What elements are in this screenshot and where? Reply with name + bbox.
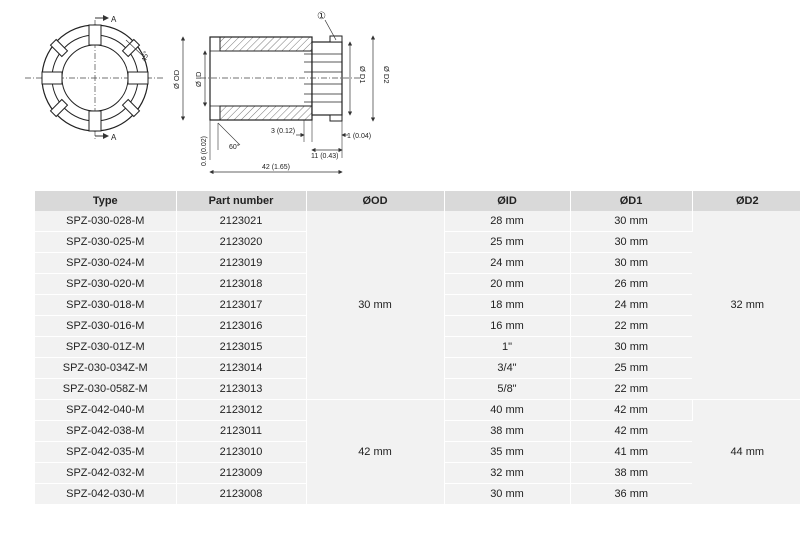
cell-id: 32 mm xyxy=(444,463,570,484)
cell-part-number: 2123020 xyxy=(176,232,306,253)
dim-lip: 1 (0.04) xyxy=(347,133,372,140)
dim-flange: 11 (0.43) xyxy=(311,153,339,160)
cell-d1: 30 mm xyxy=(570,253,692,274)
cell-part-number: 2123016 xyxy=(176,316,306,337)
cell-d1: 22 mm xyxy=(570,316,692,337)
cell-d1: 25 mm xyxy=(570,358,692,379)
cell-type: SPZ-030-034Z-M xyxy=(35,358,176,379)
cell-type: SPZ-030-020-M xyxy=(35,274,176,295)
cell-id: 38 mm xyxy=(444,421,570,442)
technical-drawing xyxy=(0,0,800,190)
header-id: ØID xyxy=(444,191,570,211)
cell-part-number: 2123014 xyxy=(176,358,306,379)
dim-slot: 3 (0.12) xyxy=(271,128,296,135)
cell-type: SPZ-042-040-M xyxy=(35,400,176,421)
dim-chamfer: 0.6 (0.02) xyxy=(201,136,208,166)
cell-type: SPZ-042-030-M xyxy=(35,484,176,505)
cell-part-number: 2123017 xyxy=(176,295,306,316)
cell-d1: 38 mm xyxy=(570,463,692,484)
cell-id: 1" xyxy=(444,337,570,358)
cell-id: 24 mm xyxy=(444,253,570,274)
cell-type: SPZ-030-058Z-M xyxy=(35,379,176,400)
header-d1: ØD1 xyxy=(570,191,692,211)
cell-part-number: 2123018 xyxy=(176,274,306,295)
cell-type: SPZ-030-025-M xyxy=(35,232,176,253)
cell-part-number: 2123019 xyxy=(176,253,306,274)
dim-od: Ø OD xyxy=(172,69,181,89)
cell-type: SPZ-030-016-M xyxy=(35,316,176,337)
cell-d1: 22 mm xyxy=(570,379,692,400)
cell-id: 18 mm xyxy=(444,295,570,316)
cell-part-number: 2123021 xyxy=(176,211,306,232)
dim-angle: 60° xyxy=(229,144,240,151)
cell-od: 30 mm xyxy=(306,211,444,400)
cell-id: 28 mm xyxy=(444,211,570,232)
cell-id: 25 mm xyxy=(444,232,570,253)
dim-d1: Ø D1 xyxy=(358,66,367,84)
cell-type: SPZ-042-032-M xyxy=(35,463,176,484)
header-type: Type xyxy=(35,191,176,211)
cell-type: SPZ-030-01Z-M xyxy=(35,337,176,358)
dim-d2: Ø D2 xyxy=(382,66,391,84)
callout-mark: ① xyxy=(317,11,326,22)
cell-d1: 26 mm xyxy=(570,274,692,295)
cell-part-number: 2123008 xyxy=(176,484,306,505)
cell-type: SPZ-030-024-M xyxy=(35,253,176,274)
cell-part-number: 2123011 xyxy=(176,421,306,442)
cell-type: SPZ-042-038-M xyxy=(35,421,176,442)
cell-d1: 42 mm xyxy=(570,400,692,421)
cell-part-number: 2123012 xyxy=(176,400,306,421)
section-view xyxy=(172,11,391,172)
table-row xyxy=(35,211,800,232)
cell-d1: 41 mm xyxy=(570,442,692,463)
cell-id: 30 mm xyxy=(444,484,570,505)
cell-d1: 24 mm xyxy=(570,295,692,316)
dim-id: Ø ID xyxy=(194,71,203,87)
cell-id: 20 mm xyxy=(444,274,570,295)
cell-d1: 36 mm xyxy=(570,484,692,505)
spec-table xyxy=(35,191,800,505)
cell-d2: 32 mm xyxy=(692,211,800,400)
end-view xyxy=(25,15,165,142)
header-part-number: Part number xyxy=(176,191,306,211)
dim-length: 42 (1.65) xyxy=(262,164,291,171)
cell-id: 35 mm xyxy=(444,442,570,463)
cell-part-number: 2123015 xyxy=(176,337,306,358)
cell-d1: 30 mm xyxy=(570,232,692,253)
header-d2: ØD2 xyxy=(692,191,800,211)
cell-id: 3/4" xyxy=(444,358,570,379)
table-header-row xyxy=(35,191,800,211)
section-mark-bottom: A xyxy=(111,133,117,142)
cell-type: SPZ-030-028-M xyxy=(35,211,176,232)
cell-id: 40 mm xyxy=(444,400,570,421)
cell-id: 16 mm xyxy=(444,316,570,337)
table-row xyxy=(35,400,800,421)
header-od: ØOD xyxy=(306,191,444,211)
cell-type: SPZ-042-035-M xyxy=(35,442,176,463)
cell-d1: 30 mm xyxy=(570,337,692,358)
cell-id: 5/8" xyxy=(444,379,570,400)
cell-part-number: 2123013 xyxy=(176,379,306,400)
cell-part-number: 2123010 xyxy=(176,442,306,463)
cell-d1: 30 mm xyxy=(570,211,692,232)
cell-d1: 42 mm xyxy=(570,421,692,442)
cell-d2: 44 mm xyxy=(692,400,800,505)
cell-part-number: 2123009 xyxy=(176,463,306,484)
angle-label: 45° xyxy=(141,50,151,63)
cell-od: 42 mm xyxy=(306,400,444,505)
cell-type: SPZ-030-018-M xyxy=(35,295,176,316)
section-mark-top: A xyxy=(111,15,117,24)
